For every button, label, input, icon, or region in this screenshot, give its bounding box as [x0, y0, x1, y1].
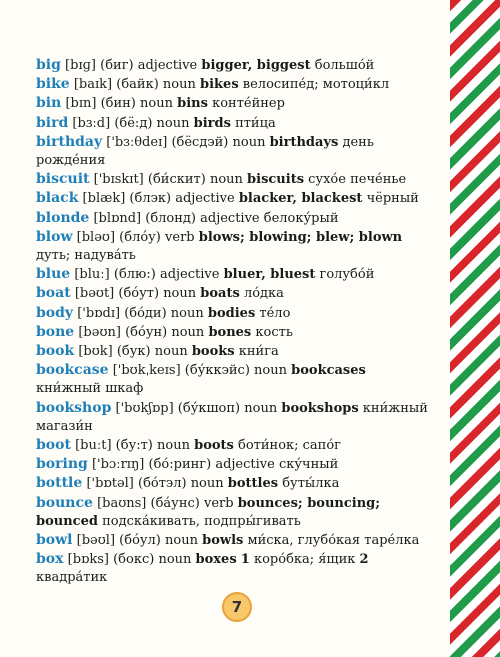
transcription: [bɪɡ]	[65, 58, 96, 73]
dictionary-entry	[36, 75, 428, 94]
word-forms: books	[191, 344, 235, 360]
part-of-speech: noun	[170, 305, 204, 321]
translation: ми́ска, глубо́кая таре́лка	[247, 533, 420, 549]
transcription: [bɜːd]	[72, 115, 111, 131]
russian-pronunciation: (бо́тэл)	[138, 476, 187, 492]
russian-pronunciation: (бокс)	[113, 552, 155, 568]
dictionary-entry	[36, 361, 428, 398]
part-of-speech: verb	[165, 229, 195, 245]
dictionary-entry	[36, 342, 428, 361]
russian-pronunciation: (бóул)	[119, 533, 161, 549]
dictionary-entry	[36, 436, 428, 455]
dictionary-entry	[36, 531, 428, 550]
headword: big	[36, 57, 61, 73]
dictionary-entry	[36, 265, 428, 284]
part-of-speech: adjective	[215, 457, 275, 473]
dictionary-entry	[36, 228, 428, 265]
word-forms: boxes	[195, 552, 237, 568]
dictionary-entry	[36, 550, 428, 587]
word-forms: bowls	[202, 533, 244, 549]
russian-pronunciation: (ба́унс)	[150, 495, 200, 511]
sense-number: 1	[240, 552, 250, 568]
translation: чёрный	[366, 191, 419, 207]
russian-pronunciation: (блэк)	[129, 191, 172, 207]
headword: bookcase	[36, 362, 109, 379]
russian-pronunciation: (бёсдэй)	[171, 134, 229, 150]
entries-list	[36, 56, 428, 588]
dictionary-entry	[36, 455, 428, 474]
russian-pronunciation: (бóут)	[118, 286, 160, 302]
part-of-speech: noun	[158, 552, 192, 568]
dictionary-entry	[36, 114, 428, 133]
russian-pronunciation: (бу:т)	[115, 438, 153, 454]
translation: квадра́тик	[36, 570, 108, 586]
transcription: [bɪn]	[65, 96, 97, 112]
transcription: [baʊns]	[97, 495, 147, 511]
russian-pronunciation: (байк)	[116, 77, 159, 93]
part-of-speech: noun	[232, 134, 266, 150]
word-forms: bounces; bouncing; bounced	[36, 495, 381, 529]
transcription: [bɒks]	[67, 552, 109, 568]
headword: blue	[36, 266, 71, 283]
part-of-speech: noun	[190, 476, 224, 492]
headword: box	[36, 551, 64, 568]
word-forms: bigger, biggest	[201, 58, 311, 73]
dictionary-entry	[36, 323, 428, 342]
transcription: [bləʊ]	[76, 229, 116, 245]
headword: boot	[36, 437, 71, 454]
word-forms: biscuits	[247, 172, 305, 188]
translation: пти́ца	[235, 115, 276, 131]
dictionary-entry	[36, 304, 428, 323]
russian-pronunciation: (бóун)	[125, 324, 168, 340]
headword: body	[36, 304, 74, 321]
translation: кни́жный магази́н	[36, 400, 428, 434]
word-forms: boots	[194, 438, 234, 454]
headword: bin	[36, 95, 62, 112]
transcription: [bluː]	[74, 267, 110, 283]
word-forms: blacker, blackest	[238, 191, 363, 207]
word-forms: birthdays	[269, 134, 339, 150]
transcription: ['bʊkˌkeɪs]	[112, 363, 181, 379]
part-of-speech: noun	[254, 363, 287, 379]
translation: день рожде́ния	[36, 134, 374, 169]
translation: белоку́рый	[263, 210, 339, 226]
part-of-speech: noun	[162, 77, 196, 93]
decorative-stripes	[450, 0, 500, 657]
part-of-speech: verb	[204, 495, 234, 511]
part-of-speech: noun	[163, 286, 197, 302]
part-of-speech: noun	[157, 438, 190, 454]
transcription: [bəʊt]	[74, 286, 115, 302]
headword: birthday	[36, 133, 103, 150]
translation: ло́дка	[243, 286, 284, 302]
translation: ску́чный	[278, 457, 339, 473]
word-forms: birds	[193, 115, 231, 131]
russian-pronunciation: (блю:)	[113, 267, 156, 283]
transcription: [bəʊl]	[76, 533, 116, 549]
translation: те́ло	[259, 305, 291, 321]
dictionary-entry	[36, 284, 428, 303]
russian-pronunciation: (бё:д)	[114, 115, 153, 131]
headword: bike	[36, 76, 70, 93]
transcription: [baɪk]	[73, 77, 113, 93]
headword: bottle	[36, 475, 83, 492]
part-of-speech: adjective	[137, 58, 198, 73]
transcription: ['bɒdɪ]	[77, 305, 121, 321]
word-forms: bluer, bluest	[223, 267, 316, 283]
translation: большо́й	[314, 58, 375, 73]
sense-number: 2	[359, 552, 369, 568]
translation: кни́га	[238, 344, 279, 360]
word-forms: bins	[177, 96, 208, 112]
translation: голубо́й	[319, 267, 375, 283]
transcription: ['bɜːθdeɪ]	[106, 134, 168, 150]
transcription: ['bɒtəl]	[86, 476, 134, 492]
translation: велосипе́д; мотоци́кл	[242, 77, 390, 93]
headword: bone	[36, 323, 75, 340]
transcription: ['bɪskɪt]	[93, 172, 144, 188]
dictionary-entry	[36, 94, 428, 113]
russian-pronunciation: (блóу)	[119, 229, 161, 245]
translation: буты́лка	[282, 476, 340, 492]
part-of-speech: noun	[154, 344, 188, 360]
headword: black	[36, 190, 79, 207]
translation: подска́кивать, подпры́гивать	[102, 513, 301, 529]
dictionary-entry	[36, 399, 428, 436]
page-number: 7	[222, 592, 252, 622]
russian-pronunciation: (би́скит)	[147, 172, 206, 188]
word-forms: bodies	[207, 305, 256, 321]
dictionary-entry	[36, 133, 428, 170]
transcription: [buːt]	[75, 438, 112, 454]
transcription: [bəʊn]	[78, 324, 121, 340]
transcription: [blɒnd]	[93, 210, 142, 226]
dictionary-entry	[36, 474, 428, 493]
headword: boat	[36, 285, 71, 302]
word-forms: boats	[200, 286, 240, 302]
russian-pronunciation: (бу́кшоп)	[177, 400, 241, 416]
headword: blow	[36, 228, 73, 245]
russian-pronunciation: (блонд)	[145, 210, 196, 226]
part-of-speech: noun	[156, 115, 190, 131]
headword: boring	[36, 456, 88, 473]
translation: сухо́е пече́нье	[308, 172, 407, 188]
dictionary-entry	[36, 170, 428, 189]
headword: book	[36, 343, 75, 360]
russian-pronunciation: (биг)	[100, 58, 134, 73]
russian-pronunciation: (бу́ккэйс)	[184, 363, 250, 379]
translation: кость	[255, 324, 293, 340]
part-of-speech: noun	[171, 324, 205, 340]
headword: blonde	[36, 209, 90, 226]
part-of-speech: adjective	[200, 210, 260, 226]
part-of-speech: noun	[244, 400, 278, 416]
translation: кни́жный шкаф	[36, 381, 144, 397]
transcription: ['bɔːrɪŋ]	[91, 457, 145, 473]
russian-pronunciation: (бин)	[100, 96, 136, 112]
translation: конте́йнер	[212, 96, 285, 112]
word-forms: bookshops	[281, 400, 359, 416]
headword: bounce	[36, 494, 93, 511]
word-forms: bones	[208, 324, 252, 340]
russian-pronunciation: (бук)	[116, 344, 151, 360]
dictionary-entry	[36, 189, 428, 208]
headword: bookshop	[36, 399, 112, 416]
part-of-speech: noun	[209, 172, 243, 188]
word-forms: bottles	[227, 476, 279, 492]
russian-pronunciation: (бо́:ринг)	[148, 457, 212, 473]
dictionary-entry	[36, 209, 428, 228]
transcription: [blæk]	[82, 191, 126, 207]
word-forms: blows; blowing; blew; blown	[198, 229, 403, 245]
dictionary-entry	[36, 56, 428, 75]
transcription: ['bʊkʃɒp]	[115, 400, 174, 416]
translation: боти́нок; сапо́г	[238, 438, 341, 454]
word-forms: bookcases	[291, 363, 366, 379]
part-of-speech: noun	[165, 533, 198, 549]
headword: biscuit	[36, 171, 90, 188]
headword: bowl	[36, 532, 73, 549]
part-of-speech: adjective	[159, 267, 220, 283]
translation: коро́бка; я́щик	[253, 552, 356, 568]
dictionary-entry	[36, 494, 428, 531]
transcription: [bʊk]	[78, 344, 113, 360]
part-of-speech: noun	[140, 96, 173, 112]
part-of-speech: adjective	[175, 191, 235, 207]
russian-pronunciation: (бо́ди)	[124, 305, 167, 321]
translation: дуть; надува́ть	[36, 248, 136, 264]
word-forms: bikes	[200, 77, 239, 93]
headword: bird	[36, 114, 69, 131]
